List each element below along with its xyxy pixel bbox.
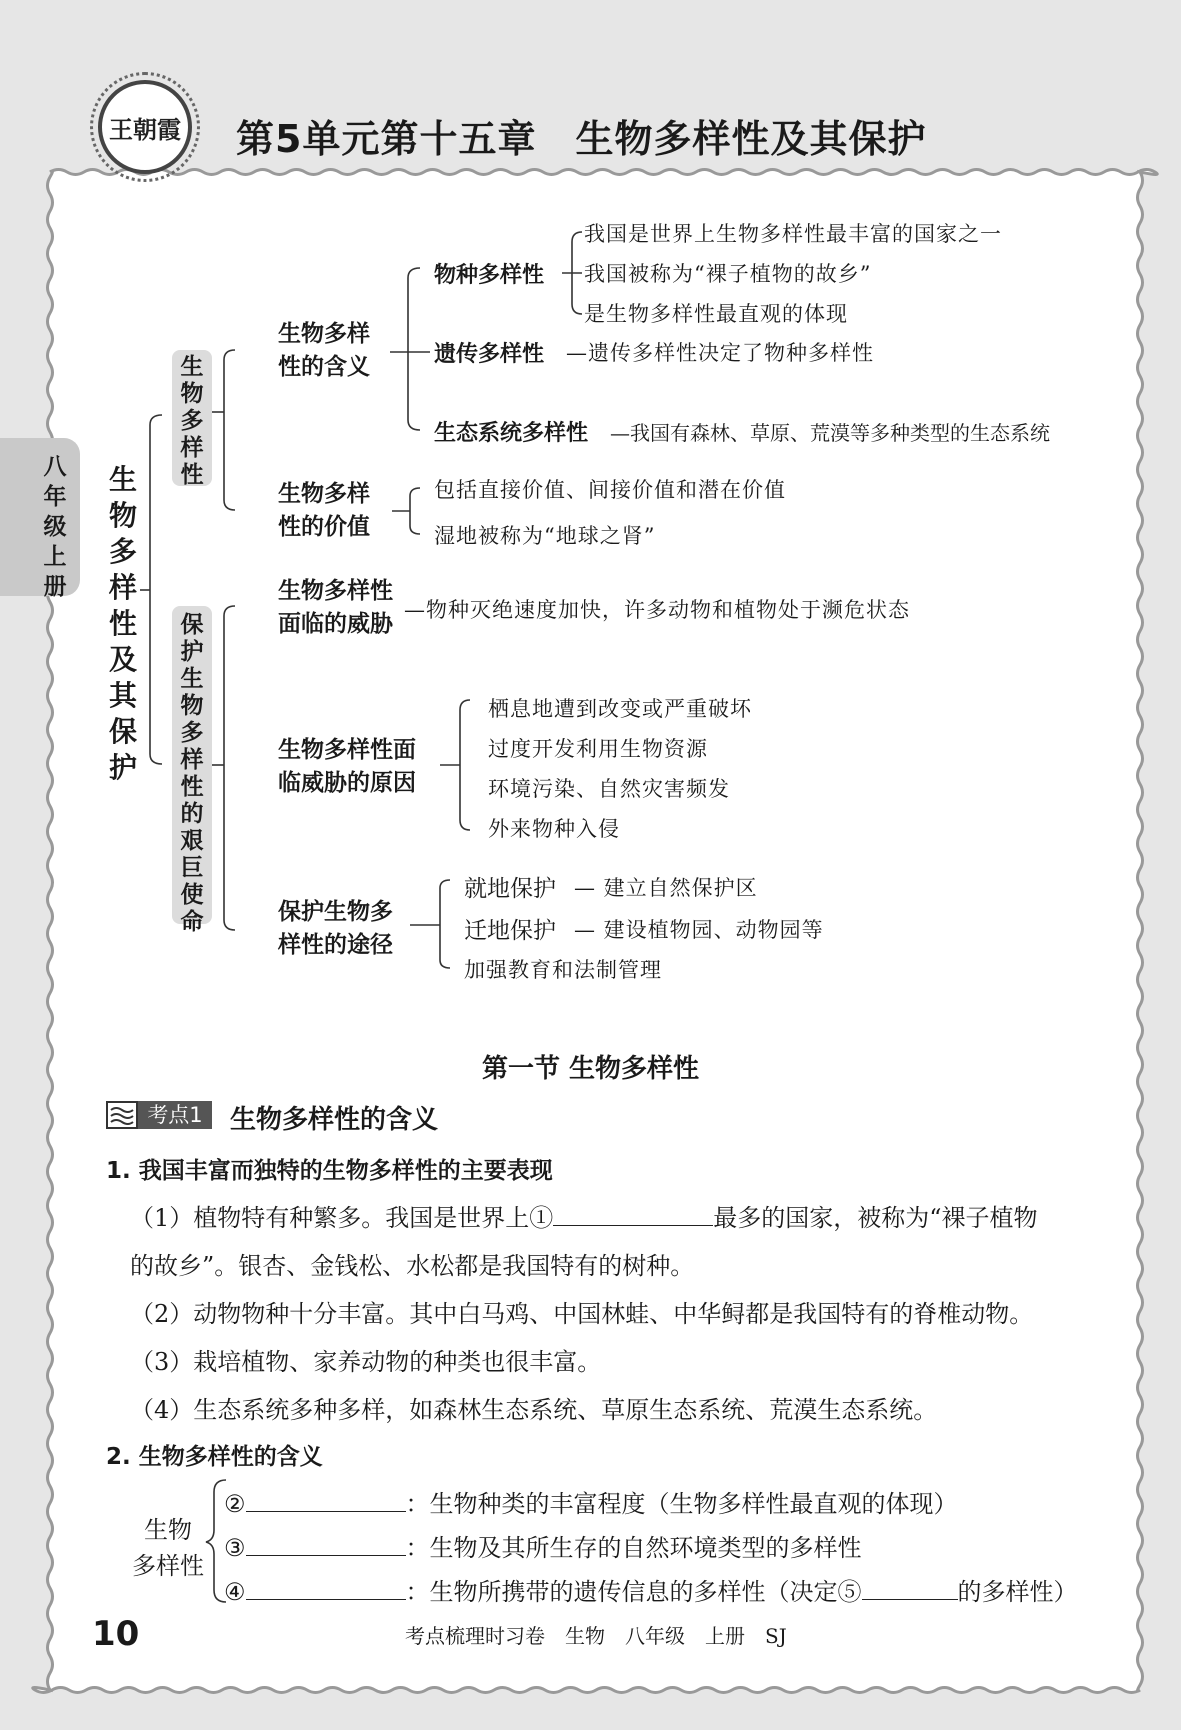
way-1-desc: — 建立自然保护区 [574,876,758,900]
q2-row-3-num: ④ [224,1578,246,1606]
way-2-label: 迁地保护 [464,918,556,944]
reason-item-3: 环境污染、自然灾害频发 [488,777,730,801]
q2-row-1-num: ② [224,1490,246,1518]
q2-left-l1: 生物 [144,1516,192,1544]
meaning-node-l1: 生物多样 [278,321,370,347]
value-item-1: 包括直接价值、间接价值和潜在价值 [434,478,786,502]
q2-left-l2: 多样性 [132,1552,204,1580]
reason-item-1: 栖息地遭到改变或严重破坏 [488,697,752,721]
kaodian-title: 生物多样性的含义 [230,1105,439,1135]
footer-text: 考点梳理时习卷 生物 八年级 上册 SJ [405,1624,787,1648]
threat-desc: —物种灭绝速度加快，许多动物和植物处于濒危状态 [404,598,910,622]
q1-heading: 1. 我国丰富而独特的生物多样性的主要表现 [106,1158,553,1184]
value-node-l1: 生物多样 [278,481,370,507]
q1-para-1a: （1）植物特有种繁多。我国是世界上① [130,1204,554,1232]
q1-para-3: （3）栽培植物、家养动物的种类也很丰富。 [130,1348,602,1376]
way-2-desc: — 建设植物园、动物园等 [574,918,824,942]
q2-row-2 [224,1528,862,1563]
q2-row-1 [224,1484,958,1519]
ecosystem-diversity-label: 生态系统多样性 [434,421,589,446]
q2-row-3 [224,1572,1078,1607]
species-item-3: 是生物多样性最直观的体现 [584,302,848,326]
kaodian-badge: 考点1 [138,1101,212,1129]
q1-para-4: （4）生态系统多种多样，如森林生态系统、草原生态系统、荒漠生态系统。 [130,1396,938,1424]
q2-row-1-desc: ：生物种类的丰富程度（生物多样性最直观的体现） [405,1490,958,1518]
reason-item-4: 外来物种入侵 [488,817,620,841]
ways-node-l2: 样性的途径 [278,932,393,958]
ways-node-l1: 保护生物多 [278,899,393,925]
blank-2[interactable] [246,1487,406,1512]
q2-row-3-tail: 的多样性） [957,1578,1078,1606]
section-title: 第一节 生物多样性 [481,1054,700,1084]
genetic-diversity-desc: —遗传多样性决定了物种多样性 [566,341,874,365]
species-item-1: 我国是世界上生物多样性最丰富的国家之一 [584,222,1002,246]
branch2-label: 保护生物多样性的艰巨使命 [180,612,204,935]
ecosystem-diversity-desc: —我国有森林、草原、荒漠等多种类型的生态系统 [610,421,1050,445]
value-item-2: 湿地被称为“地球之肾” [434,524,656,548]
reason-item-2: 过度开发利用生物资源 [488,737,708,761]
logo-text: 王朝霞 [109,114,181,144]
q2-heading: 2. 生物多样性的含义 [106,1444,323,1470]
page-number: 10 [92,1614,140,1654]
value-node-l2: 性的价值 [278,514,370,540]
branch1-label: 生物多样性 [180,354,204,488]
genetic-diversity-label: 遗传多样性 [434,342,545,367]
threat-node-l1: 生物多样性 [278,578,393,604]
chapter-title: 第5单元第十五章 生物多样性及其保护 [236,117,927,161]
meaning-node-l2: 性的含义 [278,354,370,380]
q2-row-3-desc: ：生物所携带的遗传信息的多样性（决定⑤ [405,1578,862,1606]
q2-row-2-desc: ：生物及其所生存的自然环境类型的多样性 [405,1534,862,1562]
threat-node-l2: 面临的威胁 [278,611,393,637]
species-diversity-label: 物种多样性 [434,263,545,288]
q1-para-1c: 的故乡”。银杏、金钱松、水松都是我国特有的树种。 [130,1252,695,1280]
q2-row-2-num: ③ [224,1534,246,1562]
mindmap-root: 生物多样性及其保护 [108,463,137,784]
reasons-node-l1: 生物多样性面 [278,737,416,763]
blank-4[interactable] [246,1575,406,1600]
species-item-2: 我国被称为“裸子植物的故乡” [584,262,872,286]
grade-side-tab-label: 八年级上册 [43,454,67,600]
way-3-label: 加强教育和法制管理 [464,958,662,982]
blank-5[interactable] [862,1575,958,1600]
way-1-label: 就地保护 [464,876,556,902]
blank-3[interactable] [246,1531,406,1556]
reasons-node-l2: 临威胁的原因 [278,770,416,796]
q1-para-2: （2）动物物种十分丰富。其中白马鸡、中国林蛙、中华鲟都是我国特有的脊椎动物。 [130,1300,1034,1328]
q1-para-1b: 最多的国家，被称为“裸子植物 [713,1204,1038,1232]
